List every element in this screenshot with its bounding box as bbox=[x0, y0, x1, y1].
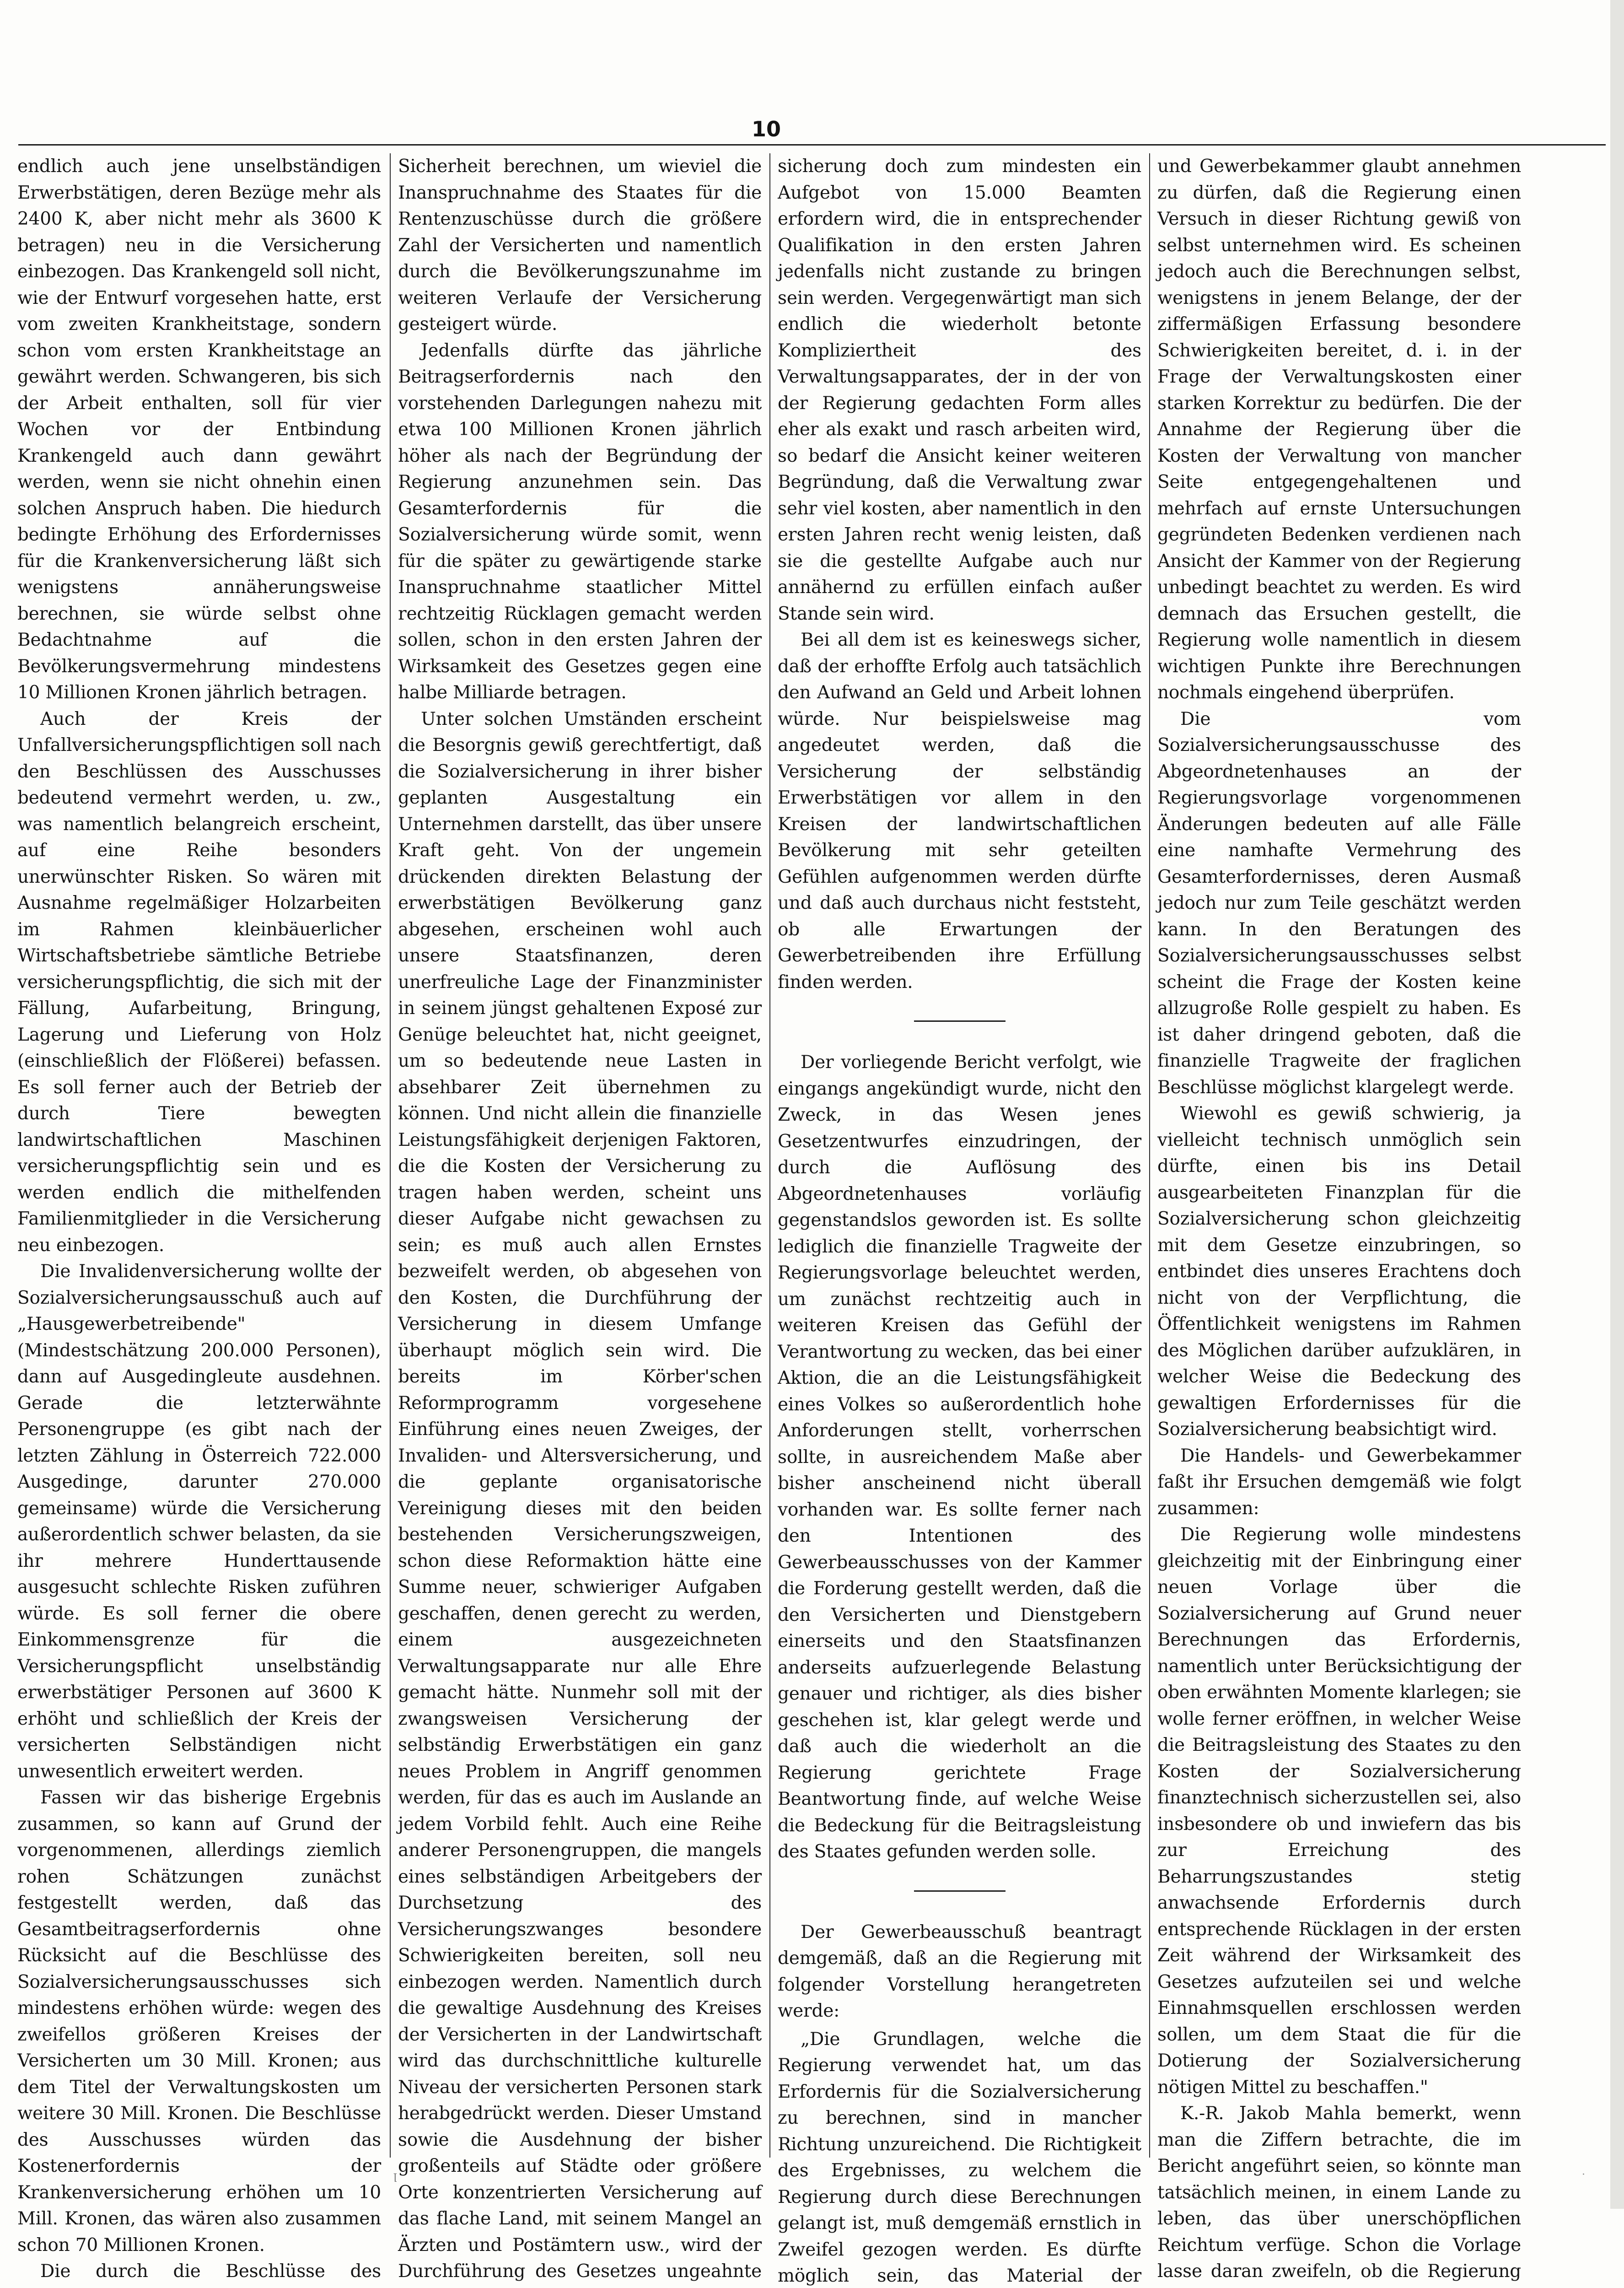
paragraph: Fassen wir das bisherige Ergebnis zusammen, so kann auf Grund der vorgenommenen, allerdings ziemlich rohen Schätzungen zunächst festgestellt werden, daß das Gesamtbeitragserfordernis ohne Rücksicht auf die Beschlüsse des Sozialversicherungsausschusses sich mindestens erhöhen würde: wegen des zweifellos größeren Kreises der Versicherten um 30 Mill. Kronen; aus dem Titel der Verwaltungskosten um weitere 30 Mill. Kronen. Die Beschlüsse des Ausschusses würden das Kostenerfordernis der Krankenversicherung erhöhen um 10 Mill. Kronen, das wären also zusammen schon 70 Millionen Kronen. bbox=[17, 1785, 381, 2258]
paragraph: Die Invalidenversicherung wollte der Sozialversicherungsausschuß auch auf „Hausgewerbetreibende" (Mindestschätzung 200.000 Personen), dann auf Ausgedingleute ausdehnen. Gerade die letzterwähnte Personengruppe (es gibt nach der letzten Zählung in Österreich 722.000 Ausgedinge, darunter 270.000 gemeinsame) würde die Versicherung außerordentlich schwer belasten, da sie ihr mehrere Hunderttausende ausgesucht schlechte Risken zuführen würde. Es soll ferner die obere Einkommensgrenze für die Versicherungspflicht unselbständig erwerbstätiger Personen auf 3600 K erhöht und schließlich der Kreis der versicherten Selbständigen nicht unwesentlich erweitert werden. bbox=[17, 1258, 381, 1785]
paragraph: Bei all dem ist es keineswegs sicher, daß der erhoffte Erfolg auch tatsächlich den Aufwand an Geld und Arbeit lohnen würde. Nur beispielsweise mag angedeutet werden, daß die Versicherung der selbständig Erwerbstätigen vor allem in den Kreisen der landwirtschaftlichen Bevölkerung mit sehr geteilten Gefühlen aufgenommen werden dürfte und daß auch durchaus nicht feststeht, ob alle Erwartungen der Gewerbetreibenden ihre Erfüllung finden werden. bbox=[778, 627, 1141, 995]
text-column-1 bbox=[17, 153, 381, 2158]
quoted-paragraph: „Die Grundlagen, welche die Regierung verwendet hat, um das Erfordernis für die Sozialversicherung zu berechnen, sind in mancher Richtung unzureichend. Die Richtigkeit des Ergebnisses, zu welchem die Regierung durch diese Berechnungen gelangt ist, muß demgemäß ernstlich in Zweifel gezogen werden. Es dürfte möglich sein, das Material der bbox=[778, 2026, 1141, 2288]
paragraph: Die Handels- und Gewerbekammer faßt ihr Ersuchen demgemäß wie folgt zusammen: bbox=[1157, 1443, 1521, 1522]
paragraph: Jedenfalls dürfte das jährliche Beitragserfordernis nach den vorstehenden Darlegungen nahezu mit etwa 100 Millionen Kronen jährlich höher als nach der Begründung der Regierung anzunehmen sein. Das Gesamterfordernis für die Sozialversicherung würde somit, wenn für die später zu gewärtigende starke Inanspruchnahme staatlicher Mittel rechtzeitig Rücklagen gemacht werden sollen, schon in den ersten Jahren der Wirksamkeit des Gesetzes gegen eine halbe Milliarde betragen. bbox=[398, 338, 762, 706]
scan-mark: ꞁ bbox=[393, 2169, 397, 2182]
column-divider bbox=[390, 153, 391, 2158]
paragraph: Wiewohl es gewiß schwierig, ja vielleicht technisch unmöglich sein dürfte, einen bis ins Detail ausgearbeiteten Finanzplan für die Sozialversicherung schon gleichzeitig mit dem Gesetze einzubringen, so entbindet dies unseres Erachtens doch nicht von der Verpflichtung, die Öffentlichkeit wenigstens im Rahmen des Möglichen darüber aufzuklären, in welcher Weise die Bedeckung des gewaltigen Erfordernisses für die Sozialversicherung beabsichtigt wird. bbox=[1157, 1101, 1521, 1443]
paragraph: Der Gewerbeausschuß beantragt demgemäß, daß an die Regierung mit folgender Vorstellung herangetreten werde: bbox=[778, 1919, 1141, 2024]
section-separator bbox=[914, 1020, 1006, 1022]
header-rule bbox=[18, 144, 1606, 146]
paragraph: und Gewerbekammer glaubt annehmen zu dürfen, daß die Regierung einen Versuch in dieser Richtung gewiß von selbst unternehmen wird. Es scheinen jedoch auch die Berechnungen selbst, wenigstens in jenem Belange, der der ziffermäßigen Erfassung besondere Schwierigkeiten bereitet, d. i. in der Frage der Verwaltungskosten einer starken Korrektur zu bedürfen. Die der Annahme der Regierung über die Kosten der Verwaltung von mancher Seite entgegengehaltenen und mehrfach auf ernste Untersuchungen gegründeten Bedenken verdienen nach Ansicht der Kammer von der Regierung unbedingt beachtet zu werden. Es wird demnach das Ersuchen gestellt, die Regierung wolle namentlich in diesem wichtigen Punkte ihre Berechnungen nochmals eingehend überprüfen. bbox=[1157, 153, 1521, 706]
paragraph: K.-R. Jakob Mahla bemerkt, wenn man die Ziffern betrachte, die im Bericht angeführt seien, so könnte man tatsächlich meinen, in einem Lande zu leben, das über unerschöpflichen Reichtum verfüge. Schon die Vorlage lasse daran zweifeln, ob die Regierung bbox=[1157, 2100, 1521, 2288]
scan-edge bbox=[1610, 0, 1624, 2209]
text-column-3 bbox=[778, 153, 1141, 2158]
section-separator bbox=[914, 1890, 1006, 1892]
paragraph: Die durch die Beschlüsse des bbox=[17, 2258, 381, 2288]
paragraph: Unter solchen Umständen erscheint die Besorgnis gewiß gerechtfertigt, daß die Sozialversicherung in ihrer bisher geplanten Ausgestaltung ein Unternehmen darstellt, das über unsere Kraft geht. Von der ungemein drückenden direkten Belastung der erwerbstätigen Bevölkerung ganz abgesehen, erscheinen wohl auch unsere Staatsfinanzen, deren unerfreuliche Lage der Finanzminister in seinem jüngst gehaltenen Exposé zur Genüge beleuchtet hat, nicht geeignet, um so bedeutende neue Lasten in absehbarer Zeit übernehmen zu können. Und nicht allein die finanzielle Leistungsfähigkeit derjenigen Faktoren, die die Kosten der Versicherung zu tragen haben werden, scheint uns dieser Aufgabe nicht gewachsen zu sein; es muß auch allen Ernstes bezweifelt werden, ob abgesehen von den Kosten, die Durchführung der Versicherung in diesem Umfange überhaupt möglich sein wird. Die bereits im Körber'schen Reformprogramm vorgesehene Einführung eines neuen Zweiges, der Invaliden- und Altersversicherung, und die geplante organisatorische Vereinigung dieses mit den beiden bestehenden Versicherungszweigen, schon diese Reformaktion hätte eine Summe neuer, schwieriger Aufgaben geschaffen, denen gerecht zu werden, einem ausgezeichneten Verwaltungsapparate nur alle Ehre gemacht hätte. Nunmehr soll mit der zwangsweisen Versicherung der selbständig Erwerbstätigen ein ganz neues Problem in Angriff genommen werden, für das es auch im Auslande an jedem Vorbild fehlt. Auch eine Reihe anderer Personengruppen, die mangels eines selbständigen Arbeitgebers der Durchsetzung des Versicherungszwanges besondere Schwierigkeiten bereiten, soll neu einbezogen werden. Namentlich durch die gewaltige Ausdehnung des Kreises der Versicherten in der Landwirtschaft wird das durchschnittliche kulturelle Niveau der versicherten Personen stark herabgedrückt werden. Dieser Umstand sowie die Ausdehnung der bisher großenteils auf Städte oder größere Orte konzentrierten Versicherung auf das flache Land, mit seinem Mangel an Ärzten und Postämtern usw., wird der Durchführung des Gesetzes ungeahnte bbox=[398, 706, 762, 2288]
column-divider bbox=[769, 153, 770, 2158]
page-number: 10 bbox=[741, 117, 791, 141]
paragraph: Auch der Kreis der Unfallversicherungspflichtigen soll nach den Beschlüssen des Ausschusses bedeutend vermehrt werden, u. zw., was namentlich belangreich erscheint, auf eine Reihe besonders unerwünschter Risken. So wären mit Ausnahme regelmäßiger Holzarbeiten im Rahmen kleinbäuerlicher Wirtschaftsbetriebe sämtliche Betriebe versicherungspflichtig, die sich mit der Fällung, Aufarbeitung, Bringung, Lagerung und Lieferung von Holz (einschließlich der Flößerei) befassen. Es soll ferner auch der Betrieb der durch Tiere bewegten landwirtschaftlichen Maschinen versicherungspflichtig sein und es werden endlich die mithelfenden Familienmitglieder in die Versicherung neu einbezogen. bbox=[17, 706, 381, 1259]
paragraph: Die Regierung wolle mindestens gleichzeitig mit der Einbringung einer neuen Vorlage über die Sozialversicherung auf Grund neuer Berechnungen das Erfordernis, namentlich unter Berücksichtigung der oben erwähnten Momente klarlegen; sie wolle ferner eröffnen, in welcher Weise die Beitragsleistung des Staates zu den Kosten der Sozialversicherung finanztechnisch sicherzustellen sei, also insbesondere ob und inwiefern das bis zur Erreichung des Beharrungszustandes stetig anwachsende Erfordernis durch entsprechende Rücklagen in der ersten Zeit während der Wirksamkeit des Gesetzes aufzuteilen sei und welche Einnahmsquellen erschlossen werden sollen, um dem Staat die für die Dotierung der Sozialversicherung nötigen Mittel zu beschaffen." bbox=[1157, 1522, 1521, 2100]
paragraph: endlich auch jene unselbständigen Erwerbstätigen, deren Bezüge mehr als 2400 K, aber nicht mehr als 3600 K betragen) neu in die Versicherung einbezogen. Das Krankengeld soll nicht, wie der Entwurf vorgesehen hatte, erst vom zweiten Krankheitstage, sondern schon vom ersten Krankheitstage an gewährt werden. Schwangeren, bis sich der Arbeit enthalten, soll für vier Wochen vor der Entbindung Krankengeld auch dann gewährt werden, wenn sie nicht ohnehin einen solchen Anspruch haben. Die hiedurch bedingte Erhöhung des Erfordernisses für die Krankenversicherung läßt sich wenigstens annäherungsweise berechnen, sie würde selbst ohne Bedachtnahme auf die Bevölkerungsvermehrung mindestens 10 Millionen Kronen jährlich betragen. bbox=[17, 153, 381, 706]
paragraph: Sicherheit berechnen, um wieviel die Inanspruchnahme des Staates für die Rentenzuschüsse durch die größere Zahl der Versicherten und namentlich durch die Bevölkerungszunahme im weiteren Verlaufe der Versicherung gesteigert würde. bbox=[398, 153, 762, 338]
paragraph: Der vorliegende Bericht verfolgt, wie eingangs angekündigt wurde, nicht den Zweck, in das Wesen jenes Gesetzentwurfes einzudringen, der durch die Auflösung des Abgeordnetenhauses vorläufig gegenstandslos geworden ist. Es sollte lediglich die finanzielle Tragweite der Regierungsvorlage beleuchtet werden, um zunächst rechtzeitig auch in weiteren Kreisen das Gefühl der Verantwortung zu wecken, das bei einer Aktion, die an die Leistungsfähigkeit eines Volkes so außerordentlich hohe Anforderungen stellt, vorherrschen sollte, in ausreichendem Maße aber bisher anscheinend nicht überall vorhanden war. Es sollte ferner nach den Intentionen des Gewerbeausschusses von der Kammer die Forderung gestellt werden, daß die den Versicherten und Dienstgebern einerseits und den Staatsfinanzen anderseits aufzuerlegende Belastung genauer und richtiger, als dies bisher geschehen ist, klar gelegt werde und daß auch die wiederholt an die Regierung gerichtete Frage Beantwortung finde, auf welche Weise die Bedeckung für die Beitragsleistung des Staates gefunden werden solle. bbox=[778, 1049, 1141, 1865]
column-divider bbox=[1149, 153, 1150, 2158]
paragraph: Die vom Sozialversicherungsausschusse des Abgeordnetenhauses an der Regierungsvorlage vorgenommenen Änderungen bedeuten auf alle Fälle eine namhafte Vermehrung des Gesamterfordernisses, deren Ausmaß jedoch nur zum Teile geschätzt werden kann. In den Beratungen des Sozialversicherungsausschusses selbst scheint die Frage der Kosten keine allzugroße Rolle gespielt zu haben. Es ist daher dringend geboten, daß die finanzielle Tragweite der fraglichen Beschlüsse möglichst klargelegt werde. bbox=[1157, 706, 1521, 1101]
paragraph: sicherung doch zum mindesten ein Aufgebot von 15.000 Beamten erfordern wird, die in entsprechender Qualifikation in den ersten Jahren jedenfalls nicht zustande zu bringen sein werden. Vergegenwärtigt man sich endlich die wiederholt betonte Kompliziertheit des Verwaltungsapparates, der in der von der Regierung gedachten Form alles eher als exakt und rasch arbeiten wird, so bedarf die Ansicht keiner weiteren Begründung, daß die Verwaltung zwar sehr viel kosten, aber namentlich in den ersten Jahren recht wenig leisten, daß sie die gestellte Aufgabe auch nur annähernd zu erfüllen einfach außer Stande sein wird. bbox=[778, 153, 1141, 627]
text-column-4 bbox=[1157, 153, 1521, 2158]
text-column-2 bbox=[398, 153, 762, 2158]
scan-mark: · bbox=[1582, 2169, 1585, 2180]
